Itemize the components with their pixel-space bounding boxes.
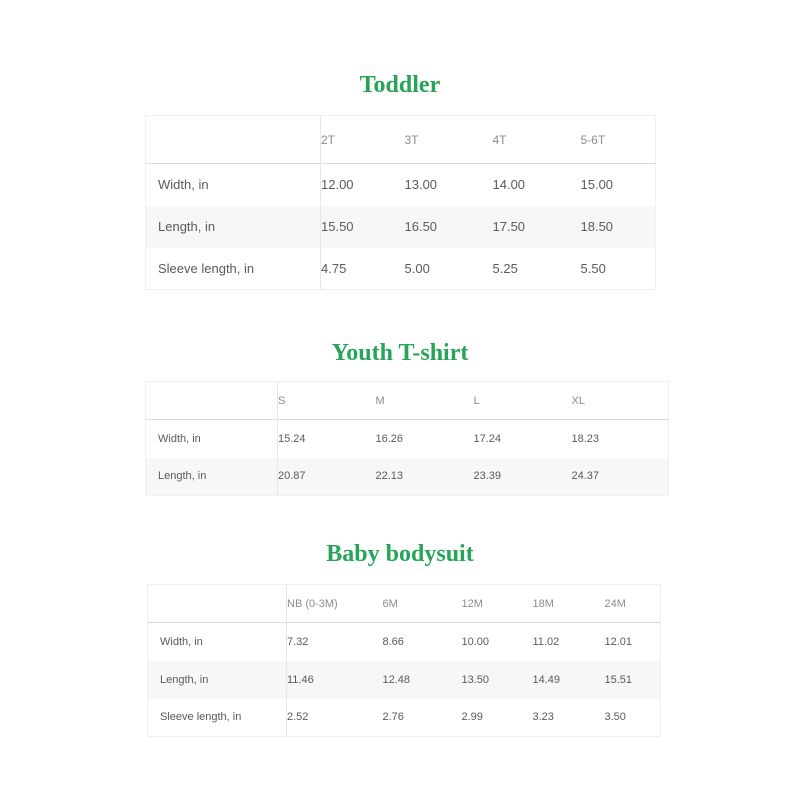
column-header: 12M: [461, 597, 483, 610]
cell-value: 17.50: [492, 219, 526, 234]
table-row: [148, 623, 661, 661]
column-header: 6M: [382, 597, 398, 610]
column-header: 24M: [604, 597, 626, 610]
section-baby-bodysuit: [0, 540, 800, 737]
row-label: Length, in: [148, 661, 287, 699]
cell-value: 7.32: [287, 635, 309, 648]
column-header: XL: [571, 394, 585, 407]
cell-value: 16.26: [375, 432, 404, 445]
row-label: Width, in: [148, 623, 287, 661]
cell-value: 12.00: [321, 177, 354, 193]
empty-header-cell: [146, 382, 278, 420]
cell-value: 22.13: [375, 470, 404, 483]
row-label: Length, in: [146, 206, 321, 248]
row-label: Width, in: [146, 420, 278, 458]
table-row: [146, 248, 656, 290]
column-header: S: [278, 394, 286, 407]
section-title-toddler: Toddler: [359, 72, 441, 98]
cell-value: 2.99: [461, 711, 483, 724]
cell-value: 5.00: [404, 260, 430, 276]
cell-value: 5.25: [492, 260, 518, 276]
column-header: 3T: [404, 132, 419, 147]
cell-value: 23.39: [473, 470, 502, 483]
cell-value: 5.50: [580, 260, 606, 276]
cell-value: 20.87: [278, 470, 306, 483]
baby-bodysuit-size-table: [147, 584, 661, 737]
section-toddler: [0, 0, 800, 290]
cell-value: 16.50: [404, 219, 438, 234]
empty-header-cell: [148, 585, 287, 623]
column-header: 4T: [492, 132, 507, 147]
table-header-row: [148, 585, 661, 623]
row-label: Length, in: [146, 458, 278, 496]
cell-value: 15.51: [604, 673, 633, 686]
table-row: [146, 458, 669, 496]
cell-value: 2.76: [382, 711, 404, 724]
column-header: 5-6T: [580, 132, 606, 147]
youth-tshirt-size-table: [145, 381, 669, 496]
cell-value: 24.37: [571, 470, 600, 483]
cell-value: 10.00: [461, 635, 490, 648]
cell-value: 3.50: [604, 711, 626, 724]
cell-value: 13.50: [461, 673, 490, 686]
table-row: [146, 420, 669, 458]
cell-value: 13.00: [404, 177, 438, 193]
cell-value: 12.48: [382, 673, 411, 686]
cell-value: 11.02: [532, 635, 560, 648]
row-label: Width, in: [146, 164, 321, 206]
column-header: M: [375, 394, 385, 407]
cell-value: 15.24: [278, 432, 306, 445]
cell-value: 12.01: [604, 635, 633, 648]
table-header-row: [146, 382, 669, 420]
toddler-size-table: [145, 115, 656, 290]
cell-value: 17.24: [473, 432, 502, 445]
section-title-baby-bodysuit: Baby bodysuit: [326, 541, 474, 567]
table-row: [148, 699, 661, 737]
cell-value: 14.49: [532, 673, 561, 686]
column-header: 18M: [532, 597, 554, 610]
table-row: [148, 661, 661, 699]
cell-value: 18.50: [580, 219, 614, 234]
cell-value: 15.50: [321, 219, 354, 234]
table-row: [146, 164, 656, 206]
row-label: Sleeve length, in: [148, 699, 287, 737]
cell-value: 11.46: [287, 673, 314, 686]
table-row: [146, 206, 656, 248]
cell-value: 14.00: [492, 177, 526, 193]
section-title-youth-tshirt: Youth T-shirt: [331, 340, 469, 366]
row-label: Sleeve length, in: [146, 248, 321, 290]
empty-header-cell: [146, 116, 321, 164]
cell-value: 2.52: [287, 711, 309, 724]
cell-value: 15.00: [580, 177, 614, 193]
column-header: 2T: [321, 132, 336, 147]
cell-value: 8.66: [382, 635, 404, 648]
cell-value: 3.23: [532, 711, 554, 724]
section-youth-tshirt: [0, 339, 800, 496]
column-header: NB (0-3M): [287, 597, 338, 610]
cell-value: 4.75: [321, 260, 347, 276]
cell-value: 18.23: [571, 432, 600, 445]
column-header: L: [473, 394, 480, 407]
table-header-row: [146, 116, 656, 164]
